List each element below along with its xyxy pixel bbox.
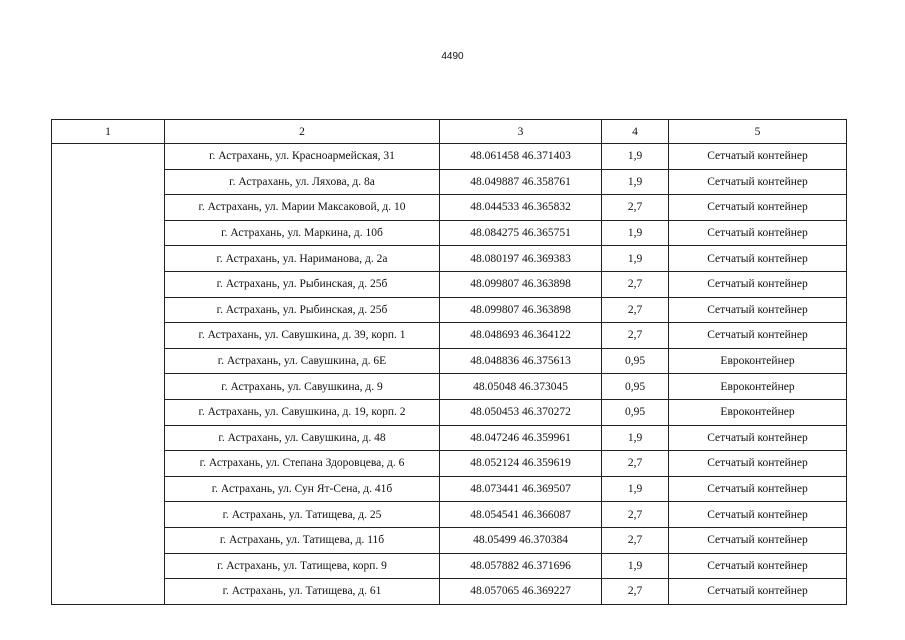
table-row: [52, 502, 847, 528]
table-row: [52, 144, 847, 170]
volume-cell: 0,95: [602, 348, 669, 374]
table-row: [52, 169, 847, 195]
container-type-cell: Сетчатый контейнер: [669, 451, 847, 477]
table-row: [52, 297, 847, 323]
header-col-4: 4: [602, 120, 669, 144]
header-col-2: 2: [165, 120, 440, 144]
page-number: 4490: [441, 51, 464, 62]
coordinates-cell: 48.084275 46.365751: [440, 220, 602, 246]
volume-cell: 0,95: [602, 399, 669, 425]
table-row: [52, 425, 847, 451]
header-col-1: 1: [52, 120, 165, 144]
volume-cell: 1,9: [602, 246, 669, 272]
container-type-cell: Сетчатый контейнер: [669, 502, 847, 528]
volume-cell: 1,9: [602, 553, 669, 579]
coordinates-cell: 48.047246 46.359961: [440, 425, 602, 451]
group-cell: [52, 144, 165, 605]
coordinates-cell: 48.057882 46.371696: [440, 553, 602, 579]
volume-cell: 2,7: [602, 297, 669, 323]
coordinates-cell: 48.099807 46.363898: [440, 271, 602, 297]
address-cell: г. Астрахань, ул. Савушкина, д. 39, корп. 1: [165, 323, 440, 349]
container-type-cell: Сетчатый контейнер: [669, 271, 847, 297]
address-cell: г. Астрахань, ул. Маркина, д. 10б: [165, 220, 440, 246]
coordinates-cell: 48.061458 46.371403: [440, 144, 602, 170]
table-row: [52, 399, 847, 425]
containers-table: [51, 119, 847, 605]
volume-cell: 2,7: [602, 195, 669, 221]
container-type-cell: Евроконтейнер: [669, 348, 847, 374]
address-cell: г. Астрахань, ул. Савушкина, д. 9: [165, 374, 440, 400]
table-row: [52, 451, 847, 477]
table-header-row: [52, 120, 847, 144]
volume-cell: 2,7: [602, 451, 669, 477]
volume-cell: 2,7: [602, 502, 669, 528]
coordinates-cell: 48.080197 46.369383: [440, 246, 602, 272]
address-cell: г. Астрахань, ул. Красноармейская, 31: [165, 144, 440, 170]
table-row: [52, 195, 847, 221]
container-type-cell: Сетчатый контейнер: [669, 553, 847, 579]
address-cell: г. Астрахань, ул. Савушкина, д. 6Е: [165, 348, 440, 374]
volume-cell: 1,9: [602, 169, 669, 195]
table-row: [52, 527, 847, 553]
container-type-cell: Сетчатый контейнер: [669, 144, 847, 170]
table-row: [52, 323, 847, 349]
container-type-cell: Сетчатый контейнер: [669, 527, 847, 553]
container-type-cell: Сетчатый контейнер: [669, 425, 847, 451]
table-row: [52, 246, 847, 272]
table-row: [52, 476, 847, 502]
table-row: [52, 374, 847, 400]
coordinates-cell: 48.054541 46.366087: [440, 502, 602, 528]
address-cell: г. Астрахань, ул. Рыбинская, д. 25б: [165, 271, 440, 297]
address-cell: г. Астрахань, ул. Марии Максаковой, д. 10: [165, 195, 440, 221]
container-type-cell: Сетчатый контейнер: [669, 220, 847, 246]
coordinates-cell: 48.05499 46.370384: [440, 527, 602, 553]
address-cell: г. Астрахань, ул. Степана Здоровцева, д. 6: [165, 451, 440, 477]
address-cell: г. Астрахань, ул. Савушкина, д. 19, корп. 2: [165, 399, 440, 425]
address-cell: г. Астрахань, ул. Татищева, д. 11б: [165, 527, 440, 553]
table-body: [52, 144, 847, 605]
address-cell: г. Астрахань, ул. Ляхова, д. 8а: [165, 169, 440, 195]
header-col-5: 5: [669, 120, 847, 144]
volume-cell: 1,9: [602, 144, 669, 170]
table-row: [52, 553, 847, 579]
volume-cell: 2,7: [602, 323, 669, 349]
table-row: [52, 220, 847, 246]
volume-cell: 2,7: [602, 527, 669, 553]
volume-cell: 1,9: [602, 476, 669, 502]
container-type-cell: Сетчатый контейнер: [669, 323, 847, 349]
container-type-cell: Евроконтейнер: [669, 399, 847, 425]
table-row: [52, 271, 847, 297]
address-cell: г. Астрахань, ул. Савушкина, д. 48: [165, 425, 440, 451]
volume-cell: 1,9: [602, 425, 669, 451]
address-cell: г. Астрахань, ул. Сун Ят-Сена, д. 41б: [165, 476, 440, 502]
volume-cell: 2,7: [602, 579, 669, 605]
address-cell: г. Астрахань, ул. Татищева, д. 61: [165, 579, 440, 605]
container-type-cell: Евроконтейнер: [669, 374, 847, 400]
coordinates-cell: 48.049887 46.358761: [440, 169, 602, 195]
coordinates-cell: 48.050453 46.370272: [440, 399, 602, 425]
address-cell: г. Астрахань, ул. Татищева, д. 25: [165, 502, 440, 528]
volume-cell: 1,9: [602, 220, 669, 246]
container-type-cell: Сетчатый контейнер: [669, 476, 847, 502]
coordinates-cell: 48.044533 46.365832: [440, 195, 602, 221]
coordinates-cell: 48.048836 46.375613: [440, 348, 602, 374]
coordinates-cell: 48.048693 46.364122: [440, 323, 602, 349]
address-cell: г. Астрахань, ул. Рыбинская, д. 25б: [165, 297, 440, 323]
coordinates-cell: 48.057065 46.369227: [440, 579, 602, 605]
volume-cell: 2,7: [602, 271, 669, 297]
address-cell: г. Астрахань, ул. Нариманова, д. 2а: [165, 246, 440, 272]
container-type-cell: Сетчатый контейнер: [669, 579, 847, 605]
container-type-cell: Сетчатый контейнер: [669, 169, 847, 195]
coordinates-cell: 48.099807 46.363898: [440, 297, 602, 323]
coordinates-cell: 48.05048 46.373045: [440, 374, 602, 400]
volume-cell: 0,95: [602, 374, 669, 400]
table-row: [52, 579, 847, 605]
address-cell: г. Астрахань, ул. Татищева, корп. 9: [165, 553, 440, 579]
container-type-cell: Сетчатый контейнер: [669, 297, 847, 323]
table-row: [52, 348, 847, 374]
coordinates-cell: 48.052124 46.359619: [440, 451, 602, 477]
header-col-3: 3: [440, 120, 602, 144]
container-type-cell: Сетчатый контейнер: [669, 246, 847, 272]
coordinates-cell: 48.073441 46.369507: [440, 476, 602, 502]
container-type-cell: Сетчатый контейнер: [669, 195, 847, 221]
